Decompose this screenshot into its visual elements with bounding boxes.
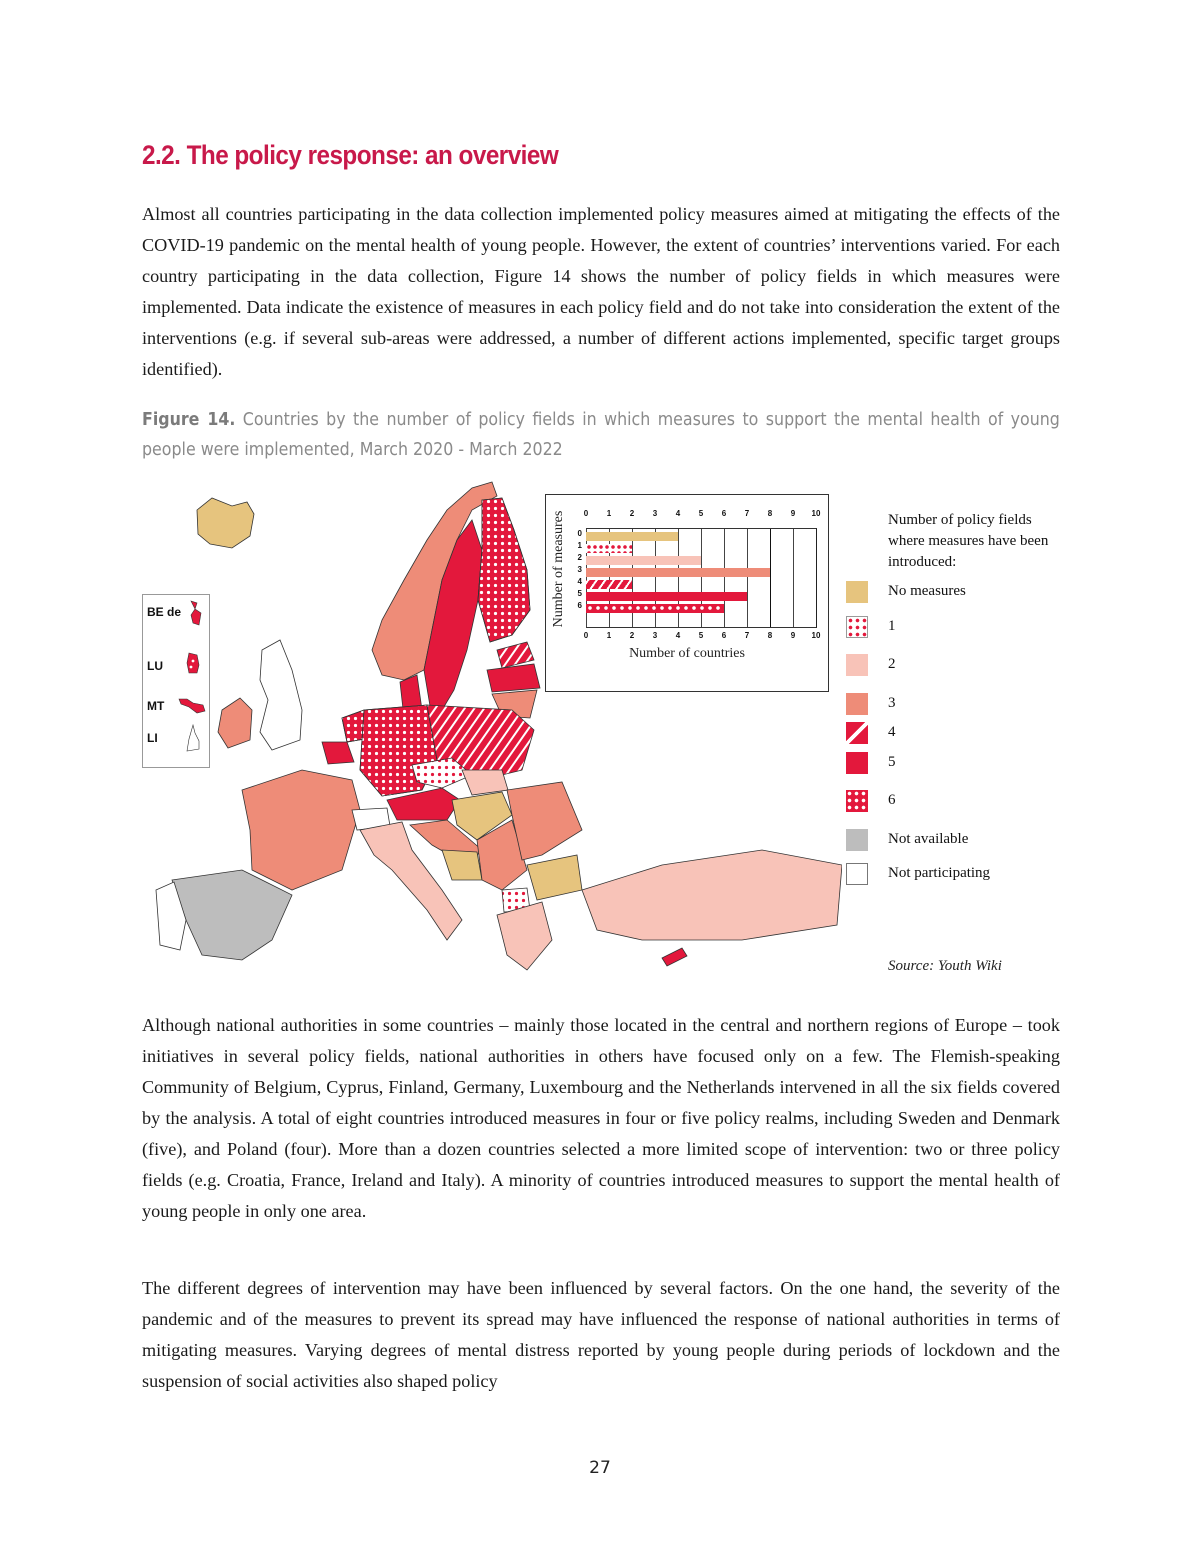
figure-caption xyxy=(142,405,1060,465)
swatch-no-measures xyxy=(846,581,868,603)
map-ireland xyxy=(218,698,252,748)
map-luxembourg xyxy=(183,651,203,677)
small-states-inset xyxy=(142,594,210,768)
map-belgium xyxy=(322,742,354,764)
legend-title: Number of policy fields where measures have been introduced: xyxy=(888,512,1049,570)
x-tick-top: 0 xyxy=(583,509,589,518)
x-tick-bottom: 0 xyxy=(583,631,589,640)
y-tick: 0 xyxy=(577,529,582,538)
x-tick-bottom: 2 xyxy=(629,631,635,640)
x-tick-bottom: 7 xyxy=(744,631,750,640)
legend-label: 3 xyxy=(888,695,896,711)
swatch-5 xyxy=(846,752,868,774)
x-tick-bottom: 5 xyxy=(698,631,704,640)
y-tick: 3 xyxy=(577,565,582,574)
inset-label-lu: LU xyxy=(147,659,163,673)
map-cyprus xyxy=(662,948,687,966)
map-malta xyxy=(177,695,207,715)
x-tick-top: 3 xyxy=(652,509,658,518)
figure-source: Source: Youth Wiki xyxy=(888,958,1002,974)
y-tick: 4 xyxy=(577,577,582,586)
measures-bar-chart xyxy=(545,494,829,692)
swatch-4-striped xyxy=(846,722,868,744)
map-be-de xyxy=(187,599,205,629)
legend-label: 4 xyxy=(888,724,896,740)
legend-label: 6 xyxy=(888,792,896,808)
x-tick-top: 10 xyxy=(811,509,821,518)
swatch-2 xyxy=(846,654,868,676)
inset-label-be-de: BE de xyxy=(147,605,182,619)
bar-0-measures xyxy=(586,532,678,541)
chart-plot-area xyxy=(586,528,817,628)
x-tick-bottom: 6 xyxy=(721,631,727,640)
x-tick-bottom: 10 xyxy=(811,631,821,640)
map-bulgaria xyxy=(527,855,582,900)
legend-label: 5 xyxy=(888,754,896,770)
section-title: 2.2. The policy response: an overview xyxy=(142,140,559,170)
x-tick-top: 8 xyxy=(767,509,773,518)
legend-label: Not participating xyxy=(888,865,991,881)
paragraph-factors: The different degrees of intervention may have been influenced by several factors. On the one hand, the severity of the pandemic and of the measures to prevent its spread may have influenced the response of national authorities in terms of mitigating measures. Varying degrees of mental distress reported by young people during periods of lockdown and the suspension of social activities also shaped policy xyxy=(142,1278,1060,1391)
x-tick-bottom: 9 xyxy=(790,631,796,640)
legend-label: 1 xyxy=(888,618,896,634)
y-tick: 6 xyxy=(577,601,582,610)
figure-14 xyxy=(142,470,1060,990)
swatch-not-participating xyxy=(846,863,868,885)
chart-x-axis-label: Number of countries xyxy=(629,646,745,661)
x-tick-top: 9 xyxy=(790,509,796,518)
x-tick-bottom: 4 xyxy=(675,631,681,640)
chart-y-axis-label: Number of measures xyxy=(551,510,566,628)
y-tick: 5 xyxy=(577,589,582,598)
x-tick-top: 1 xyxy=(606,509,612,518)
x-tick-top: 2 xyxy=(629,509,635,518)
map-liechtenstein xyxy=(183,723,203,753)
x-tick-bottom: 8 xyxy=(767,631,773,640)
inset-label-li: LI xyxy=(147,731,158,745)
map-uk xyxy=(260,640,302,750)
map-iceland xyxy=(197,498,254,548)
x-tick-top: 5 xyxy=(698,509,704,518)
map-slovakia xyxy=(462,770,508,795)
bar-5-measures xyxy=(586,592,747,601)
bar-4-measures xyxy=(586,580,632,589)
swatch-not-available xyxy=(846,829,868,851)
figure-label: Figure 14. xyxy=(142,409,236,430)
map-estonia xyxy=(497,642,534,668)
map-bosnia xyxy=(442,850,482,880)
x-tick-bottom: 1 xyxy=(606,631,612,640)
legend-label: No measures xyxy=(888,583,966,599)
bar-2-measures xyxy=(586,556,701,565)
swatch-6-dotted xyxy=(846,790,868,812)
map-turkey xyxy=(582,850,842,940)
legend-label: 2 xyxy=(888,656,896,672)
swatch-3 xyxy=(846,693,868,715)
x-tick-top: 4 xyxy=(675,509,681,518)
map-spain xyxy=(172,870,292,960)
x-tick-top: 7 xyxy=(744,509,750,518)
y-tick: 2 xyxy=(577,553,582,562)
paragraph-intro: Almost all countries participating in the data collection implemented policy measures aimed at mitigating the effects of the COVID-19 pandemic on the mental health of young people. However, the extent of countries’ interventions varied. For each country participating in the data collection, Figure 14 shows the number of policy fields in which measures were implemented. Data indicate the existence of measures in each policy field and do not take into consideration the extent of the interventions (e.g. if several sub-areas were addressed, a number of different actions implemented, specific target groups identified). xyxy=(142,204,1060,379)
bar-3-measures xyxy=(586,568,770,577)
y-tick: 1 xyxy=(577,541,582,550)
map-legend xyxy=(846,510,1060,881)
x-tick-top: 6 xyxy=(721,509,727,518)
swatch-1-dotted xyxy=(846,616,868,638)
map-latvia xyxy=(487,664,540,692)
page-number: 27 xyxy=(589,1458,611,1478)
x-tick-bottom: 3 xyxy=(652,631,658,640)
inset-label-mt: MT xyxy=(147,699,165,713)
paragraph-analysis: Although national authorities in some countries – mainly those located in the central and northern regions of Europe – took initiatives in several policy fields, national authorities in others have focused only on a few. The Flemish-speaking Community of Belgium, Cyprus, Finland, Germany, Luxembourg and the Netherlands intervened in all the six fields covered by the analysis. A total of eight countries introduced measures in four or five policy realms, including Sweden and Denmark (five), and Poland (four). More than a dozen countries selected a more limited scope of intervention: two or three policy fields (e.g. Croatia, France, Ireland and Italy). A minority of countries introduced measures to support the mental health of young people in only one area. xyxy=(142,1015,1060,1221)
legend-label: Not available xyxy=(888,831,969,847)
bar-1-measure xyxy=(586,544,632,553)
bar-6-measures xyxy=(586,604,724,613)
figure-caption-text: Countries by the number of policy fields in which measures to support the mental health of young people were implemented, March 2020 - March 2022 xyxy=(142,409,1060,460)
map-france xyxy=(242,770,360,890)
